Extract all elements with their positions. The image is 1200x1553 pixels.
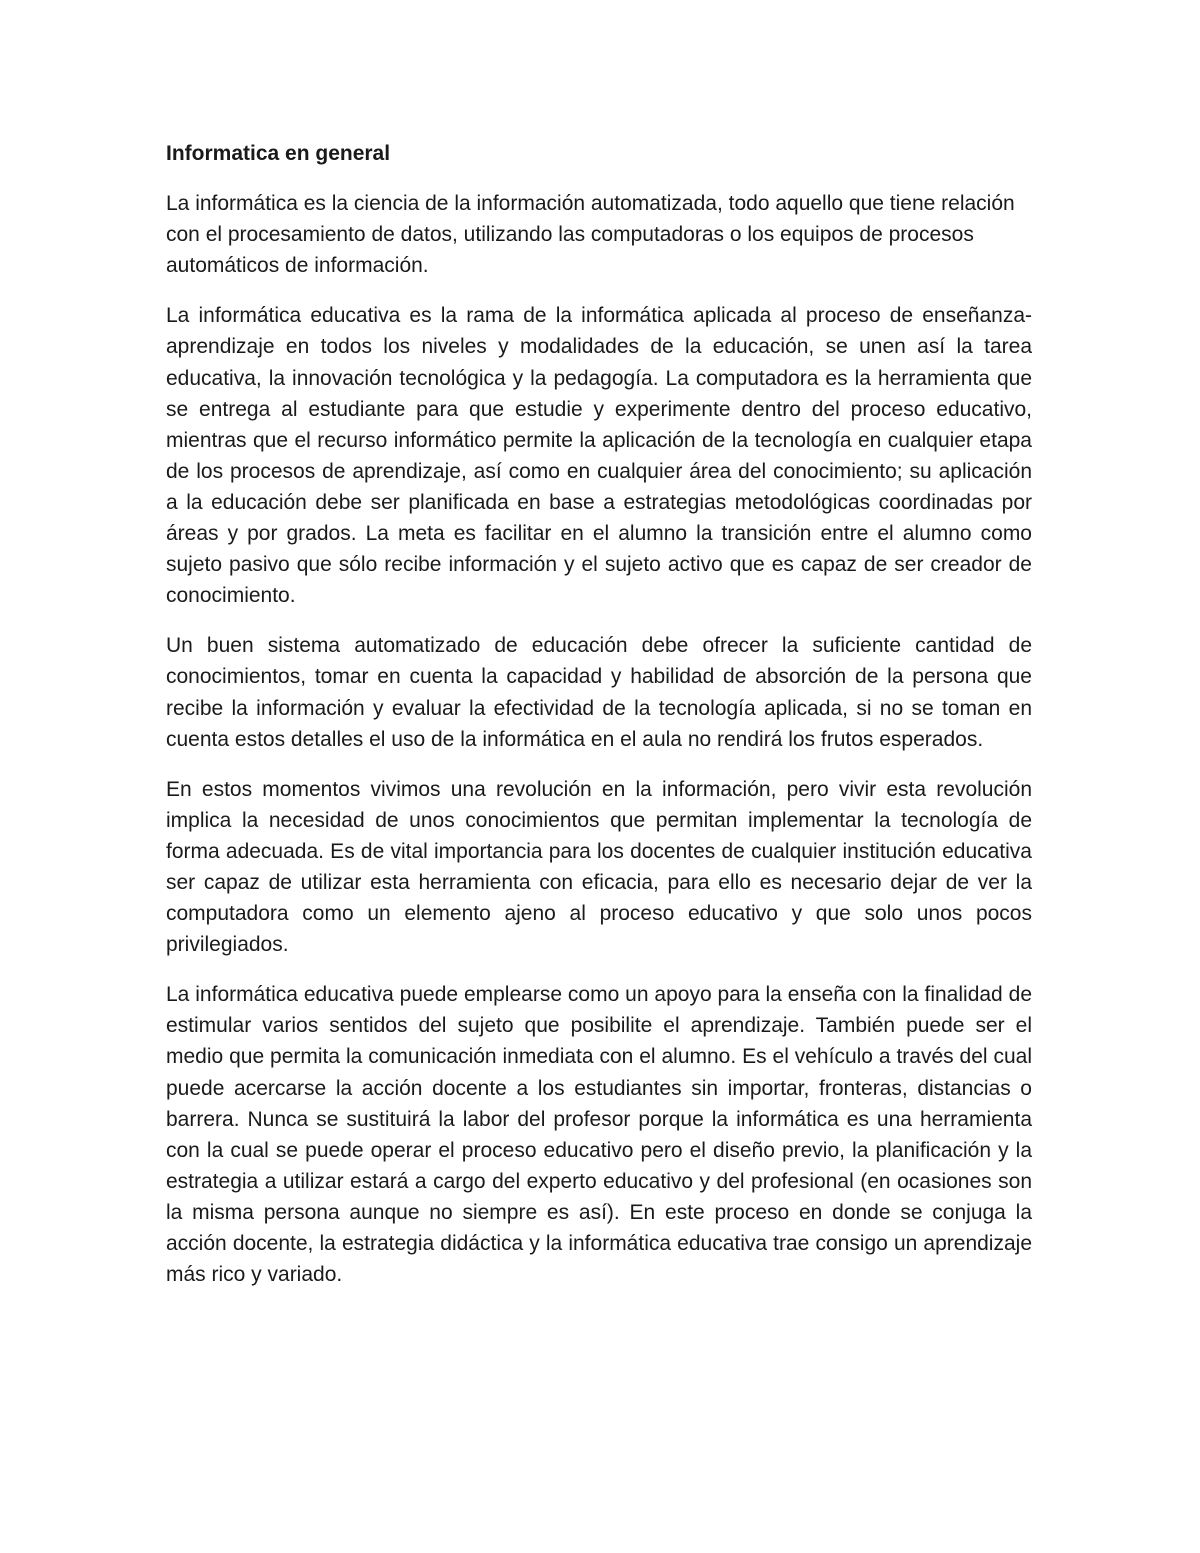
- document-title: Informatica en general: [166, 142, 391, 165]
- paragraph-4: En estos momentos vivimos una revolución en la información, pero vivir esta revolución implica la necesidad de unos conocimientos que permitan implementar la tecnología de forma adecuada. Es de vital importancia para los docentes de cualquier institución educativa ser capaz de utilizar esta herramienta con eficacia, para ello es necesario dejar de ver la computadora como un elemento ajeno al proceso educativo y que solo unos pocos privilegiados.: [166, 777, 1032, 957]
- document-body: [166, 138, 1032, 1309]
- paragraph-3: Un buen sistema automatizado de educación debe ofrecer la suficiente cantidad de conocimientos, tomar en cuenta la capacidad y habilidad de absorción de la persona que recibe la información y evaluar la efectividad de la tecnología aplicada, si no se toman en cuenta estos detalles el uso de la informática en el aula no rendirá los frutos esperados.: [166, 634, 1032, 751]
- paragraph-5: La informática educativa puede emplearse como un apoyo para la enseña con la finalidad de estimular varios sentidos del sujeto que posibilite el aprendizaje. También puede ser el medio que permita la comunicación inmediata con el alumno. Es el vehículo a través del cual puede acercarse la acción docente a los estudiantes sin importar, fronteras, distancias o barrera. Nunca se sustituirá la labor del profesor porque la informática es una herramienta con la cual se puede operar el proceso educativo pero el diseño previo, la planificación y la estrategia a utilizar estará a cargo del experto educativo y del profesional (en ocasiones son la misma persona aunque no siempre es así). En este proceso en donde se conjuga la acción docente, la estrategia didáctica y la informática educativa trae consigo un aprendizaje más rico y variado.: [166, 983, 1032, 1287]
- paragraph-1: La informática es la ciencia de la información automatizada, todo aquello que tiene relación con el procesamiento de datos, utilizando las computadoras o los equipos de procesos automáticos de información.: [166, 192, 1015, 278]
- paragraph-2: La informática educativa es la rama de la informática aplicada al proceso de enseñanza-aprendizaje en todos los niveles y modalidades de la educación, se unen así la tarea educativa, la innovación tecnológica y la pedagogía. La computadora es la herramienta que se entrega al estudiante para que estudie y experimente dentro del proceso educativo, mientras que el recurso informático permite la aplicación de la tecnología en cualquier etapa de los procesos de aprendizaje, así como en cualquier área del conocimiento; su aplicación a la educación debe ser planificada en base a estrategias metodológicas coordinadas por áreas y por grados. La meta es facilitar en el alumno la transición entre el alumno como sujeto pasivo que sólo recibe información y el sujeto activo que es capaz de ser creador de conocimiento.: [166, 304, 1032, 608]
